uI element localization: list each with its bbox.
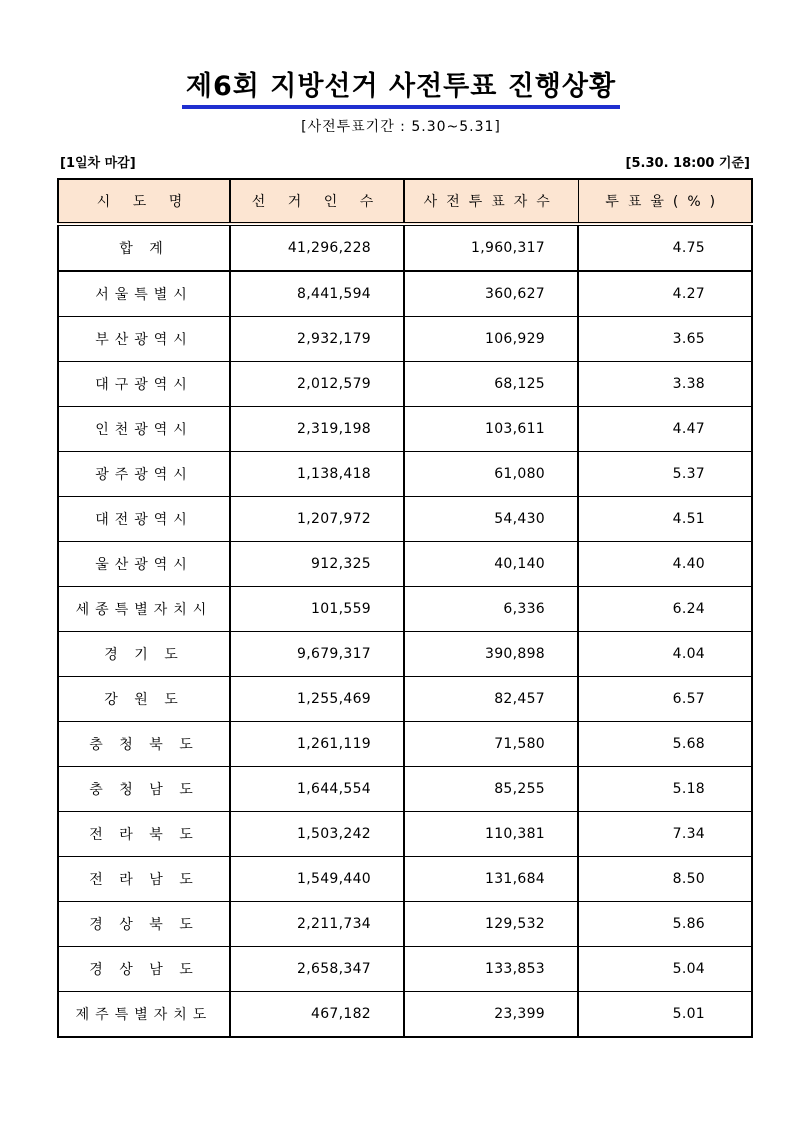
voters-cell: 9,679,317 <box>230 632 404 677</box>
table-row <box>58 271 752 317</box>
early-voters-cell: 68,125 <box>404 362 578 407</box>
early-voters-cell: 6,336 <box>404 587 578 632</box>
table-row <box>58 587 752 632</box>
voters-cell: 1,503,242 <box>230 812 404 857</box>
turnout-cell: 7.34 <box>578 812 752 857</box>
header-region: 시 도 명 <box>58 179 230 224</box>
region-cell: 인천광역시 <box>58 407 230 452</box>
turnout-cell: 4.27 <box>578 271 752 317</box>
voters-cell: 2,012,579 <box>230 362 404 407</box>
day-status-note: [1일차 마감] <box>60 156 136 171</box>
turnout-cell: 6.57 <box>578 677 752 722</box>
region-cell: 강 원 도 <box>58 677 230 722</box>
region-cell: 경 상 북 도 <box>58 902 230 947</box>
table-row <box>58 992 752 1038</box>
early-voters-cell: 390,898 <box>404 632 578 677</box>
turnout-cell: 5.18 <box>578 767 752 812</box>
region-cell: 서울특별시 <box>58 271 230 317</box>
turnout-cell: 3.38 <box>578 362 752 407</box>
table-row <box>58 407 752 452</box>
table-row <box>58 362 752 407</box>
table-row <box>58 317 752 362</box>
voters-cell: 1,207,972 <box>230 497 404 542</box>
table-row <box>58 902 752 947</box>
voters-cell: 8,441,594 <box>230 271 404 317</box>
table-row <box>58 722 752 767</box>
region-cell: 제주특별자치도 <box>58 992 230 1038</box>
early-voters-cell: 85,255 <box>404 767 578 812</box>
table-row <box>58 857 752 902</box>
table-row <box>58 812 752 857</box>
voters-cell: 2,319,198 <box>230 407 404 452</box>
region-cell: 전 라 북 도 <box>58 812 230 857</box>
region-cell: 전 라 남 도 <box>58 857 230 902</box>
table-row <box>58 632 752 677</box>
page-title-text: 제6회 지방선거 사전투표 진행상황 <box>182 64 620 109</box>
turnout-cell: 3.65 <box>578 317 752 362</box>
region-cell: 대전광역시 <box>58 497 230 542</box>
voters-cell: 2,211,734 <box>230 902 404 947</box>
early-voters-cell: 360,627 <box>404 271 578 317</box>
region-cell: 충 청 남 도 <box>58 767 230 812</box>
region-cell: 세종특별자치시 <box>58 587 230 632</box>
voters-cell: 1,138,418 <box>230 452 404 497</box>
voters-cell: 1,549,440 <box>230 857 404 902</box>
turnout-cell: 5.04 <box>578 947 752 992</box>
turnout-cell: 5.86 <box>578 902 752 947</box>
voters-cell: 101,559 <box>230 587 404 632</box>
early-voters-cell: 106,929 <box>404 317 578 362</box>
turnout-cell: 5.01 <box>578 992 752 1038</box>
turnout-cell: 6.24 <box>578 587 752 632</box>
region-cell: 광주광역시 <box>58 452 230 497</box>
region-cell: 합 계 <box>58 224 230 271</box>
early-voters-cell: 131,684 <box>404 857 578 902</box>
early-voting-table <box>57 178 753 1038</box>
early-voters-cell: 103,611 <box>404 407 578 452</box>
early-voters-cell: 82,457 <box>404 677 578 722</box>
early-voters-cell: 133,853 <box>404 947 578 992</box>
voting-period: [사전투표기간 : 5.30~5.31] <box>301 119 501 135</box>
voters-cell: 2,658,347 <box>230 947 404 992</box>
voters-cell: 41,296,228 <box>230 224 404 271</box>
turnout-cell: 8.50 <box>578 857 752 902</box>
turnout-cell: 5.68 <box>578 722 752 767</box>
voters-cell: 1,261,119 <box>230 722 404 767</box>
reference-time-note: [5.30. 18:00 기준] <box>625 156 750 171</box>
early-voters-cell: 110,381 <box>404 812 578 857</box>
region-cell: 울산광역시 <box>58 542 230 587</box>
voters-cell: 467,182 <box>230 992 404 1038</box>
voters-cell: 1,644,554 <box>230 767 404 812</box>
region-cell: 대구광역시 <box>58 362 230 407</box>
region-cell: 경 기 도 <box>58 632 230 677</box>
table-row <box>58 677 752 722</box>
region-cell: 부산광역시 <box>58 317 230 362</box>
voters-cell: 912,325 <box>230 542 404 587</box>
turnout-cell: 4.75 <box>578 224 752 271</box>
header-early-voters: 사전투표자수 <box>404 179 578 224</box>
header-voters: 선 거 인 수 <box>230 179 404 224</box>
region-cell: 충 청 북 도 <box>58 722 230 767</box>
table-body <box>58 224 752 1037</box>
early-voters-cell: 61,080 <box>404 452 578 497</box>
total-row <box>58 224 752 271</box>
header-turnout: 투표율(%) <box>578 179 752 224</box>
turnout-cell: 4.47 <box>578 407 752 452</box>
early-voters-cell: 40,140 <box>404 542 578 587</box>
early-voters-cell: 1,960,317 <box>404 224 578 271</box>
table-row <box>58 767 752 812</box>
early-voters-cell: 54,430 <box>404 497 578 542</box>
table-row <box>58 497 752 542</box>
table-row <box>58 452 752 497</box>
table-row <box>58 542 752 587</box>
page-title <box>0 64 802 109</box>
voters-cell: 2,932,179 <box>230 317 404 362</box>
turnout-cell: 5.37 <box>578 452 752 497</box>
turnout-cell: 4.40 <box>578 542 752 587</box>
table-header-row <box>58 179 752 224</box>
early-voters-cell: 71,580 <box>404 722 578 767</box>
voters-cell: 1,255,469 <box>230 677 404 722</box>
region-cell: 경 상 남 도 <box>58 947 230 992</box>
turnout-cell: 4.04 <box>578 632 752 677</box>
early-voters-cell: 23,399 <box>404 992 578 1038</box>
table-row <box>58 947 752 992</box>
turnout-cell: 4.51 <box>578 497 752 542</box>
early-voters-cell: 129,532 <box>404 902 578 947</box>
